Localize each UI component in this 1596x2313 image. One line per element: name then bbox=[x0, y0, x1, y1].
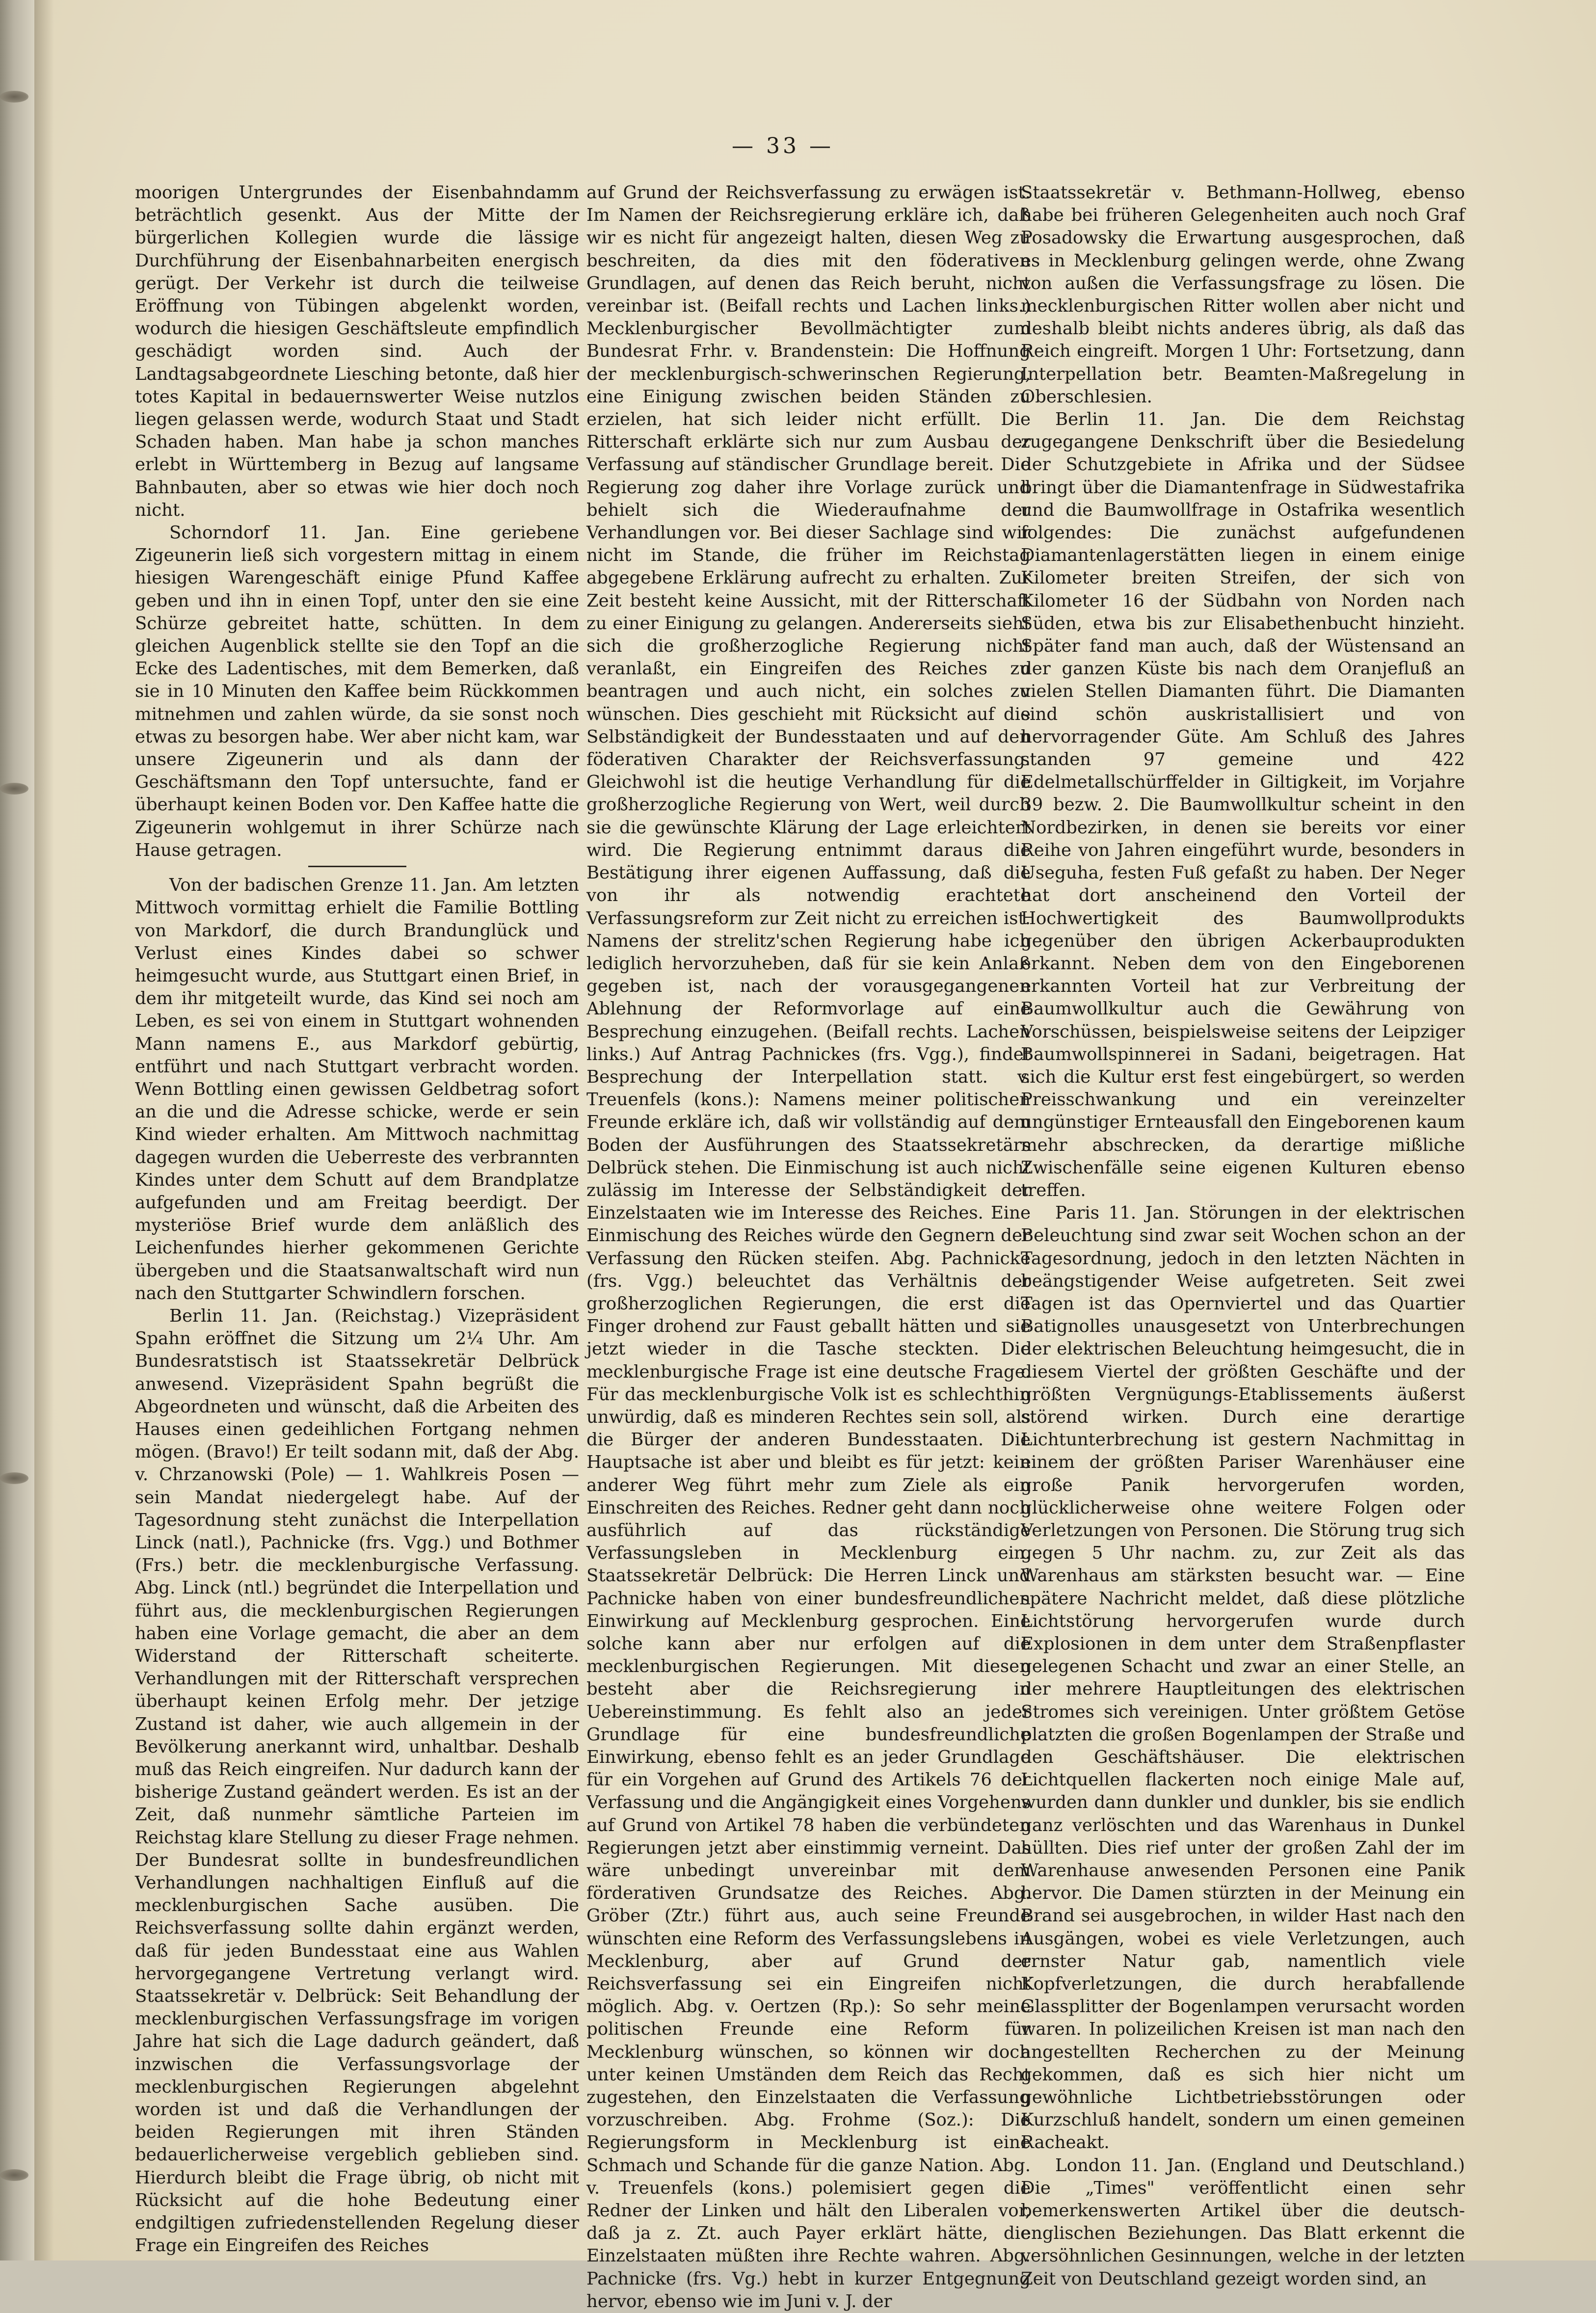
binding-hole bbox=[0, 2169, 28, 2181]
paragraph-reichstag-continued: auf Grund der Reichsverfassung zu erwägen ist. Im Namen der Reichsregierung erkläre ich, daß wir es nicht für angezeigt halten, diesen Weg zu beschreiten, da dies mit den föderativen Grundlagen, auf denen das Reich beruht, nicht vereinbar ist. (Beifall rechts und Lachen links.) Mecklenburgischer Bevollmächtigter zum Bundesrat Frhr. v. Brandenstein: Die Hoffnung der mecklenburgisch-schwerinschen Regierung, eine Einigung zwischen beiden Ständen zu erzielen, hat sich leider nicht erfüllt. Die Ritterschaft erklärte sich nur zum Ausbau der Verfassung auf ständischer Grundlage bereit. Die Regierung zog daher ihre Vorlage zurück und behielt sich die Wiederaufnahme der Verhandlungen vor. Bei dieser Sachlage sind wir nicht im Stande, die früher im Reichstag abgegebene Erklärung aufrecht zu erhalten. Zur Zeit besteht keine Aussicht, mit der Ritterschaft zu einer Einigung zu gelangen. Andererseits sieht sich die großherzogliche Regierung nicht veranlaßt, ein Eingreifen des Reiches zu beantragen und auch nicht, ein solches zu wünschen. Dies geschieht mit Rücksicht auf die Selbständigkeit der Bundesstaaten und auf den föderativen Charakter der Reichsverfassung. Gleichwohl ist die heutige Verhandlung für die großherzogliche Regierung von Wert, weil durch sie die gewünschte Klärung der Lage erleichtert wird. Die Regierung entnimmt daraus die Bestätigung ihrer eigenen Auffassung, daß die von ihr als notwendig erachtete Verfassungsreform zur Zeit nicht zu erreichen ist. Namens der strelitz'schen Regierung habe ich lediglich hervorzuheben, daß für sie kein Anlaß gegeben ist, nach der vorausgegangenen Ablehnung der Reformvorlage auf eine Besprechung einzugehen. (Beifall rechts. Lachen links.) Auf Antrag Pachnickes (frs. Vgg.), findet Besprechung der Interpellation statt. v. Treuenfels (kons.): Namens meiner politischen Freunde erkläre ich, daß wir vollständig auf dem Boden der Ausführungen des Staatssekretärs Delbrück stehen. Die Einmischung ist auch nicht zulässig im Interesse der Selbständigkeit der Einzelstaaten wie im Interesse des Reiches. Eine Einmischung des Reiches würde den Gegnern der Verfassung den Rücken steifen. Abg. Pachnicke (frs. Vgg.) beleuchtet das Verhältnis der großherzoglichen Regierungen, die erst die Finger drohend zur Faust geballt hätten und sie jetzt wieder in die Tasche steckten. Die mecklenburgische Frage ist eine deutsche Frage. Für das mecklenburgische Volk ist es schlechthin unwürdig, daß es minderen Rechtes sein soll, als die Bürger der anderen Bundesstaaten. Die Hauptsache ist aber und bleibt es für jetzt: kein anderer Weg führt mehr zum Ziele als ein Einschreiten des Reiches. Redner geht dann noch ausführlich auf das rückständige Verfassungsleben in Mecklenburg ein. Staatssekretär Delbrück: Die Herren Linck und Pachnicke haben von einer bundesfreundlichen Einwirkung auf Mecklenburg gesprochen. Eine solche kann aber nur erfolgen auf die mecklenburgischen Regierungen. Mit diesen besteht aber die Reichsregierung in Uebereinstimmung. Es fehlt also an jeder Grundlage für eine bundesfreundliche Einwirkung, ebenso fehlt es an jeder Grundlage für ein Vorgehen auf Grund des Artikels 76 der Verfassung und die Angängigkeit eines Vorgehens auf Grund von Artikel 78 haben die verbündeten Regierungen jetzt aber einstimmig verneint. Das wäre unbedingt unvereinbar mit dem förderativen Grundsatze des Reiches. Abg. Gröber (Ztr.) führt aus, auch seine Freunde wünschten eine Reform des Verfassungslebens in Mecklenburg, aber auf Grund der Reichsverfassung sei ein Eingreifen nicht möglich. Abg. v. Oertzen (Rp.): So sehr meine politischen Freunde eine Reform für Mecklenburg wünschen, so können wir doch unter keinen Umständen dem Reich das Recht zugestehen, den Einzelstaaten die Verfassung vorzuschreiben. Abg. Frohme (Soz.): Die Regierungsform in Mecklenburg ist eine Schmach und Schande für die ganze Nation. Abg. v. Treuenfels (kons.) polemisiert gegen die Redner der Linken und hält den Liberalen vor, daß ja z. Zt. auch Payer erklärt hätte, die Einzelstaaten müßten ihre Rechte wahren. Abg. Pachnicke (frs. Vg.) hebt in kurzer Entgegnung hervor, ebenso wie im Juni v. J. der bbox=[586, 183, 1031, 2312]
paragraph-badische-grenze: Von der badischen Grenze 11. Jan. Am letzten Mittwoch vormittag erhielt die Familie Bottling von Markdorf, die durch Brandunglück und Verlust eines Kindes dabei so schwer heimgesucht wurde, aus Stuttgart einen Brief, in dem ihr mitgeteilt wurde, das Kind sei noch am Leben, es sei von einem in Stuttgart wohnenden Mann namens E., aus Markdorf gebürtig, entführt und nach Stuttgart verbracht worden. Wenn Bottling einen gewissen Geldbetrag sofort an die und die Adresse schicke, werde er sein Kind wieder erhalten. Am Mittwoch nachmittag dagegen wurden die Ueberreste des verbrannten Kindes unter dem Schutt auf dem Brandplatze aufgefunden und am Freitag beerdigt. Der mysteriöse Brief wurde dem anläßlich des Leichenfundes hierher gekommenen Gerichte übergeben und die Staatsanwaltschaft wird nun nach den Stuttgarter Schwindlern forschen. bbox=[135, 875, 579, 1303]
book-binding-edge bbox=[0, 0, 34, 2260]
text-column-right bbox=[1021, 182, 1465, 2289]
binding-hole bbox=[0, 1472, 28, 1484]
section-divider bbox=[308, 866, 406, 867]
paragraph-railway-embankment: moorigen Untergrundes der Eisenbahndamm beträchtlich gesenkt. Aus der Mitte der bürgerlichen Kollegien wurde die lässige Durchführung der Eisenbahnarbeiten energisch gerügt. Der Verkehr ist durch die teilweise Eröffnung von Tübingen abgelenkt worden, wodurch die hiesigen Geschäftsleute empfindlich geschädigt worden sind. Auch der Landtagsabgeordnete Liesching betonte, daß hier totes Kapital in bedauernswerter Weise nutzlos liegen gelassen werde, wodurch Staat und Stadt Schaden haben. Man habe ja schon manches erlebt in Württemberg in Bezug auf langsame Bahnbauten, aber so etwas wie hier doch noch nicht. bbox=[135, 183, 579, 520]
paragraph-paris-beleuchtung: Paris 11. Jan. Störungen in der elektrischen Beleuchtung sind zwar seit Wochen schon an der Tagesordnung, jedoch in den letzten Nächten in beängstigender Weise aufgetreten. Seit zwei Tagen ist das Opernviertel und das Quartier Batignolles unausgesetzt von Unterbrechungen der elektrischen Beleuchtung heimgesucht, die in diesem Viertel der größten Geschäfte und der größten Vergnügungs-Etablissements äußerst störend wirken. Durch eine derartige Lichtunterbrechung ist gestern Nachmittag in einem der größten Pariser Warenhäuser eine große Panik hervorgerufen worden, glücklicherweise ohne weitere Folgen oder Verletzungen von Personen. Die Störung trug sich gegen 5 Uhr nachm. zu, zur Zeit als das Warenhaus am stärksten besucht war. — Eine spätere Nachricht meldet, daß diese plötzliche Lichtstörung hervorgerufen wurde durch Explosionen in dem unter dem Straßenpflaster gelegenen Schacht und zwar an einer Stelle, an der mehrere Hauptleitungen des elektrischen Stromes sich vereinigen. Unter größtem Getöse platzten die großen Bogenlampen der Straße und den Geschäftshäuser. Die elektrischen Lichtquellen flackerten noch einige Male auf, wurden dann dunkler und dunkler, bis sie endlich ganz verlöschten und das Warenhaus in Dunkel hüllten. Dies rief unter der großen Zahl der im Warenhause anwesenden Personen eine Panik hervor. Die Damen stürzten in der Meinung ein Brand sei ausgebrochen, in wilder Hast nach den Ausgängen, wobei es viele Verletzungen, auch ernster Natur gab, namentlich viele Kopfverletzungen, die durch herabfallende Glassplitter der Bogenlampen verursacht worden waren. In polizeilichen Kreisen ist man nach den angestellten Recherchen zu der Meinung gekommen, daß es sich hier nicht um gewöhnliche Lichtbetriebsstörungen oder Kurzschluß handelt, sondern um einen gemeinen Racheakt. bbox=[1021, 1203, 1465, 2153]
binding-hole bbox=[0, 783, 28, 795]
paragraph-berlin-reichstag: Berlin 11. Jan. (Reichstag.) Vizepräsident Spahn eröffnet die Sitzung um 2¼ Uhr. Am Bundesratstisch ist Staatssekretär Delbrück anwesend. Vizepräsident Spahn begrüßt die Abgeordneten und wünscht, daß die Arbeiten des Hauses einen gedeihlichen Fortgang nehmen mögen. (Bravo!) Er teilt sodann mit, daß der Abg. v. Chrzanowski (Pole) — 1. Wahlkreis Posen — sein Mandat niedergelegt habe. Auf der Tagesordnung steht zunächst die Interpellation Linck (natl.), Pachnicke (frs. Vgg.) und Bothmer (Frs.) betr. die mecklenburgische Verfassung. Abg. Linck (ntl.) begründet die Interpellation und führt aus, die mecklenburgischen Regierungen haben eine Vorlage gemacht, die aber an dem Widerstand der Ritterschaft scheiterte. Verhandlungen mit der Ritterschaft versprechen überhaupt keinen Erfolg mehr. Der jetzige Zustand ist daher, wie auch allgemein in der Bevölkerung anerkannt wird, unhaltbar. Deshalb muß das Reich eingreifen. Nur dadurch kann der bisherige Zustand geändert werden. Es ist an der Zeit, daß nunmehr sämtliche Parteien im Reichstag klare Stellung zu dieser Frage nehmen. Der Bundesrat sollte in bundesfreundlichen Verhandlungen nachhaltigen Einfluß auf die mecklenburgischen Sache ausüben. Die Reichsverfassung sollte dahin ergänzt werden, daß für jeden Bundesstaat eine aus Wahlen hervorgegangene Vertretung verlangt wird. Staatssekretär v. Delbrück: Seit Behandlung der mecklenburgischen Verfassungsfrage im vorigen Jahre hat sich die Lage dadurch geändert, daß inzwischen die Verfassungsvorlage der mecklenburgischen Regierungen abgelehnt worden ist und daß die Verhandlungen der beiden Regierungen mit ihren Ständen bedauerlicherweise vergeblich geblieben sind. Hierdurch bleibt die Frage übrig, ob nicht mit Rücksicht auf die hohe Bedeutung einer endgiltigen zufriedenstellenden Regelung dieser Frage ein Eingreifen des Reiches bbox=[135, 1305, 579, 2256]
text-column-left bbox=[135, 182, 579, 2256]
text-column-middle bbox=[586, 182, 1031, 2312]
paragraph-london-times: London 11. Jan. (England und Deutschland.) Die „Times" veröffentlicht einen sehr bemerkenswerten Artikel über die deutsch-englischen Beziehungen. Das Blatt erkennt die versöhnlichen Gesinnungen, welche in der letzten Zeit von Deutschland gezeigt worden sind, an bbox=[1021, 2155, 1465, 2289]
binding-hole bbox=[0, 91, 28, 103]
paragraph-berlin-schutzgebiete: Berlin 11. Jan. Die dem Reichstag zugegangene Denkschrift über die Besiedelung der Schutzgebiete in Afrika und der Südsee bringt über die Diamantenfrage in Südwestafrika und die Baumwollfrage in Ostafrika wesentlich folgendes: Die zunächst aufgefundenen Diamantenlagerstätten liegen in einem einige Kilometer breiten Streifen, der sich von Kilometer 16 der Südbahn von Norden nach Süden, etwa bis zur Elisabethenbucht hinzieht. Später fand man auch, daß der Wüstensand an der ganzen Küste bis nach dem Oranjefluß an vielen Stellen Diamanten führt. Die Diamanten sind schön auskristallisiert und von hervorragender Güte. Am Schluß des Jahres standen 97 gemeine und 422 Edelmetallschürffelder in Giltigkeit, im Vorjahre 39 bezw. 2. Die Baumwollkultur scheint in den Nordbezirken, in denen sie bereits vor einer Reihe von Jahren eingeführt wurde, besonders in Useguha, festen Fuß gefaßt zu haben. Der Neger hat dort anscheinend den Vorteil der Hochwertigkeit des Baumwollprodukts gegenüber den übrigen Ackerbauprodukten erkannt. Neben dem von den Eingeborenen erkannten Vorteil hat zur Verbreitung der Baumwollkultur auch die Gewährung von Vorschüssen, beispielsweise seitens der Leipziger Baumwollspinnerei in Sadani, beigetragen. Hat sich die Kultur erst fest eingebürgert, so werden Preisschwankung und ein vereinzelter ungünstiger Ernteausfall den Eingeborenen kaum mehr abschrecken, da derartige mißliche Zwischenfälle seine eigenen Kulturen ebenso treffen. bbox=[1021, 409, 1465, 1200]
paragraph-schorndorf: Schorndorf 11. Jan. Eine geriebene Zigeunerin ließ sich vorgestern mittag in einem hiesigen Warengeschäft einige Pfund Kaffee geben und ihn in einen Topf, unter den sie eine Schürze gebreitet hatte, schütten. In dem gleichen Augenblick stellte sie den Topf an die Ecke des Ladentisches, mit dem Bemerken, daß sie in 10 Minuten den Kaffee beim Rückkommen mitnehmen und zahlen würde, da sie sonst noch etwas zu besorgen habe. Wer aber nicht kam, war unsere Zigeunerin und als dann der Geschäftsmann den Topf untersuchte, fand er überhaupt keinen Boden vor. Den Kaffee hatte die Zigeunerin wohlgemut in ihrer Schürze nach Hause getragen. bbox=[135, 523, 579, 860]
gutter-shadow bbox=[34, 0, 54, 2260]
paragraph-reichstag-end: Staatssekretär v. Bethmann-Hollweg, ebenso habe bei früheren Gelegenheiten auch noch Graf Posadowsky die Erwartung ausgesprochen, daß es in Mecklenburg gelingen werde, ohne Zwang von außen die Verfassungsfrage zu lösen. Die mecklenburgischen Ritter wollen aber nicht und deshalb bleibt nichts anderes übrig, als daß das Reich eingreift. Morgen 1 Uhr: Fortsetzung, dann Interpellation betr. Beamten-Maßregelung in Oberschlesien. bbox=[1021, 183, 1465, 407]
page-number: — 33 — bbox=[732, 133, 834, 159]
